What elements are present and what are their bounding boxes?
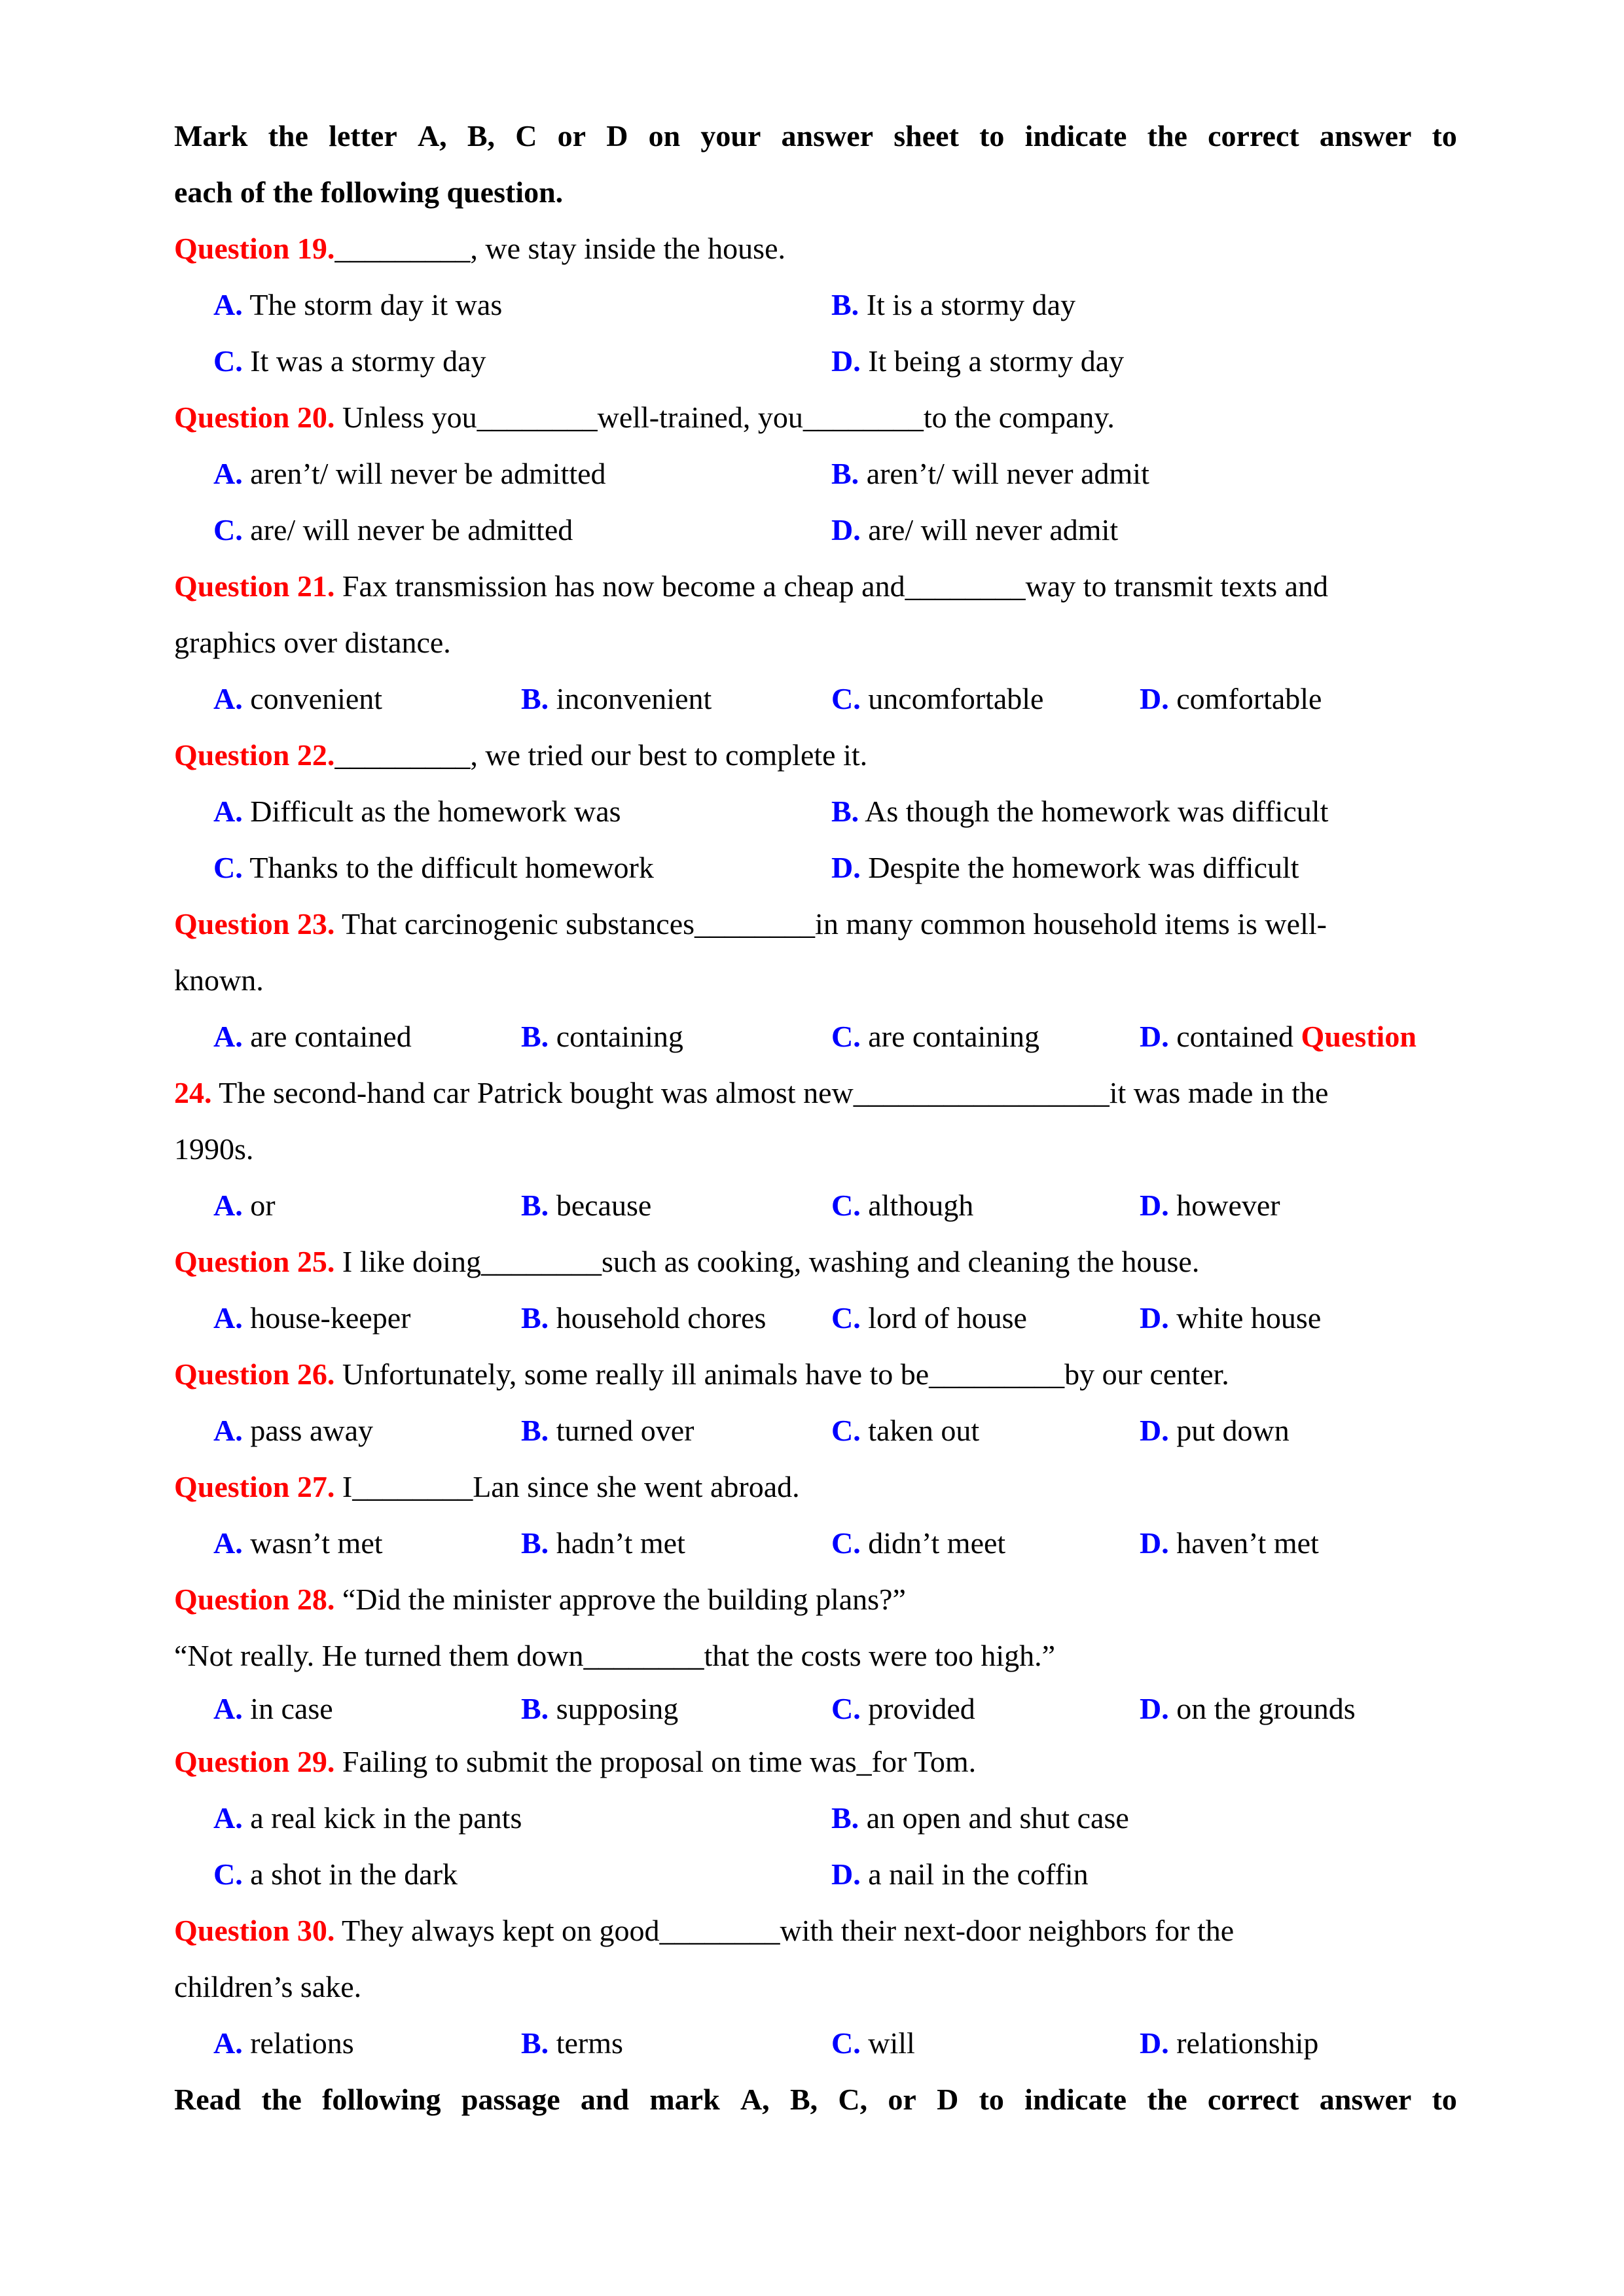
option-c xyxy=(831,2015,915,2072)
option-letter: B. xyxy=(831,795,859,828)
option-letter: D. xyxy=(1140,1189,1169,1222)
option-letter: A. xyxy=(213,2026,243,2060)
instruction-word: answer xyxy=(1319,119,1412,152)
option-d xyxy=(831,502,1118,558)
option-a xyxy=(213,1009,412,1065)
option-text: contained xyxy=(1176,1020,1294,1053)
text-line xyxy=(174,671,1457,727)
question-text: “Not really. He turned them down________that the costs were too high.” xyxy=(174,1639,1056,1672)
text-line xyxy=(174,446,1457,502)
option-letter: B. xyxy=(521,1189,549,1222)
question-label: Question 28. xyxy=(174,1583,335,1616)
option-text: aren’t/ will never admit xyxy=(866,457,1149,490)
instruction-word: C, xyxy=(838,2083,868,2116)
instruction-word: to xyxy=(1432,119,1457,152)
option-text: aren’t/ will never be admitted xyxy=(250,457,606,490)
option-b xyxy=(521,1684,678,1734)
option-c xyxy=(213,1846,458,1903)
option-a xyxy=(213,1403,373,1459)
option-text: The storm day it was xyxy=(249,288,503,321)
option-letter: B. xyxy=(831,1801,859,1835)
option-text: relations xyxy=(250,2026,354,2060)
option-letter: B. xyxy=(521,1692,549,1725)
option-letter: C. xyxy=(831,682,861,715)
option-letter: A. xyxy=(213,795,243,828)
instruction-word: A, xyxy=(740,2083,770,2116)
question-label: Question 21. xyxy=(174,569,335,603)
instruction-word: the xyxy=(261,2083,302,2116)
option-b xyxy=(521,671,712,727)
option-d xyxy=(1140,2015,1318,2072)
option-text: terms xyxy=(556,2026,623,2060)
option-text: a nail in the coffin xyxy=(868,1857,1089,1891)
option-text: or xyxy=(250,1189,276,1222)
question-label: Question 29. xyxy=(174,1745,335,1778)
option-letter: B. xyxy=(521,682,549,715)
text-line xyxy=(174,1177,1457,1234)
text-line xyxy=(174,727,1457,783)
text-line xyxy=(174,615,1457,671)
text-line xyxy=(174,108,1457,164)
option-letter: B. xyxy=(521,1526,549,1560)
option-text: inconvenient xyxy=(556,682,712,715)
instruction-word: Read xyxy=(174,2083,242,2116)
option-c xyxy=(831,671,1043,727)
option-letter: B. xyxy=(521,1414,549,1447)
instruction-word: letter xyxy=(329,119,397,152)
option-letter: C. xyxy=(831,1020,861,1053)
option-text: taken out xyxy=(868,1414,980,1447)
option-text: Difficult as the homework was xyxy=(250,795,621,828)
option-text: It was a stormy day xyxy=(250,344,486,378)
text-line xyxy=(174,1009,1457,1065)
text-line xyxy=(174,840,1457,896)
option-text: however xyxy=(1176,1189,1280,1222)
option-letter: C. xyxy=(213,513,243,547)
option-letter: C. xyxy=(213,1857,243,1891)
text-line xyxy=(174,389,1457,446)
option-text: house-keeper xyxy=(250,1301,411,1335)
option-letter: A. xyxy=(213,1414,243,1447)
option-text: comfortable xyxy=(1176,682,1322,715)
option-b xyxy=(521,1515,685,1571)
option-text: put down xyxy=(1176,1414,1290,1447)
option-text: are contained xyxy=(250,1020,412,1053)
text-line xyxy=(174,1346,1457,1403)
text-line xyxy=(174,1515,1457,1571)
option-letter: D. xyxy=(1140,1301,1169,1335)
instruction-word: the xyxy=(268,119,308,152)
question-label: Question 25. xyxy=(174,1245,335,1278)
option-c xyxy=(831,1515,1005,1571)
option-d xyxy=(1140,1684,1356,1734)
question-text: 1990s. xyxy=(174,1132,254,1166)
option-b xyxy=(831,1790,1129,1846)
text-line xyxy=(174,1403,1457,1459)
instruction-word: or xyxy=(557,119,586,152)
option-letter: A. xyxy=(213,1692,243,1725)
option-text: in case xyxy=(250,1692,333,1725)
question-text: graphics over distance. xyxy=(174,626,451,659)
option-letter: D. xyxy=(831,344,861,378)
option-text: lord of house xyxy=(868,1301,1027,1335)
option-a xyxy=(213,2015,354,2072)
option-text: are/ will never admit xyxy=(868,513,1119,547)
instruction-word: or xyxy=(888,2083,916,2116)
instruction-word: indicate xyxy=(1024,2083,1127,2116)
text-line xyxy=(174,1684,1457,1734)
option-a xyxy=(213,446,606,502)
instruction-word: the xyxy=(1147,2083,1187,2116)
option-text: As though the homework was difficult xyxy=(865,795,1329,828)
option-letter: A. xyxy=(213,1189,243,1222)
instruction-word: C xyxy=(515,119,537,152)
instruction-word: your xyxy=(700,119,761,152)
option-a xyxy=(213,1177,276,1234)
instruction-text: each of the following question. xyxy=(174,175,564,209)
instruction-word: D xyxy=(937,2083,959,2116)
option-letter: A. xyxy=(213,1801,243,1835)
question-text: children’s sake. xyxy=(174,1970,362,2003)
option-letter: A. xyxy=(213,682,243,715)
option-a xyxy=(213,1290,410,1346)
instruction-word: following xyxy=(322,2083,441,2116)
option-letter: C. xyxy=(831,1526,861,1560)
option-letter: A. xyxy=(213,1526,243,1560)
option-text: supposing xyxy=(556,1692,679,1725)
option-text: an open and shut case xyxy=(866,1801,1129,1835)
question-text: Unfortunately, some really ill animals have to be_________by our center. xyxy=(334,1357,1229,1391)
option-text: relationship xyxy=(1176,2026,1319,2060)
option-c xyxy=(831,1009,1039,1065)
option-text: Despite the homework was difficult xyxy=(868,851,1299,884)
option-d xyxy=(831,1846,1089,1903)
option-text: although xyxy=(868,1189,974,1222)
instruction-word: mark xyxy=(649,2083,720,2116)
option-c xyxy=(213,502,573,558)
option-letter: D. xyxy=(831,513,861,547)
instruction-word: B, xyxy=(789,2083,818,2116)
text-line xyxy=(174,1628,1457,1684)
option-letter: A. xyxy=(213,1020,243,1053)
option-text: pass away xyxy=(250,1414,374,1447)
option-letter: C. xyxy=(831,1189,861,1222)
instruction-word: to xyxy=(1432,2083,1457,2116)
option-letter: C. xyxy=(831,1414,861,1447)
option-c xyxy=(831,1684,975,1734)
option-d xyxy=(1140,1290,1321,1346)
option-letter: C. xyxy=(831,1301,861,1335)
text-line xyxy=(174,783,1457,840)
text-line xyxy=(174,1790,1457,1846)
text-line xyxy=(174,558,1457,615)
option-letter: C. xyxy=(213,851,243,884)
text-line xyxy=(174,896,1457,952)
question-label: Question xyxy=(1301,1020,1416,1053)
option-a xyxy=(213,783,621,840)
option-b xyxy=(521,1290,766,1346)
question-text: Unless you________well-trained, you________to the company. xyxy=(334,401,1115,434)
text-line xyxy=(174,952,1457,1009)
question-text: They always kept on good________with their next-door neighbors for the xyxy=(334,1914,1235,1947)
instruction-word: on xyxy=(648,119,681,152)
option-text: hadn’t met xyxy=(556,1526,685,1560)
option-letter: A. xyxy=(213,457,243,490)
question-label: Question 26. xyxy=(174,1357,335,1391)
instruction-word: D xyxy=(606,119,628,152)
option-text: haven’t met xyxy=(1176,1526,1319,1560)
option-c xyxy=(831,1403,979,1459)
question-text: Failing to submit the proposal on time was_for Tom. xyxy=(334,1745,977,1778)
option-text: It being a stormy day xyxy=(868,344,1125,378)
option-text: a shot in the dark xyxy=(250,1857,458,1891)
option-letter: B. xyxy=(521,1301,549,1335)
text-line xyxy=(174,1734,1457,1790)
question-text: That carcinogenic substances________in many common household items is well- xyxy=(334,907,1327,941)
option-letter: D. xyxy=(1140,682,1169,715)
option-d xyxy=(1140,1403,1290,1459)
option-b xyxy=(521,2015,623,2072)
question-text: known. xyxy=(174,963,264,997)
question-text: I________Lan since she went abroad. xyxy=(334,1470,800,1503)
instruction-word: answer xyxy=(781,119,874,152)
option-letter: D. xyxy=(1140,1692,1169,1725)
instruction-word: sheet xyxy=(893,119,959,152)
option-text: are containing xyxy=(868,1020,1040,1053)
question-text: _________, we stay inside the house. xyxy=(334,232,786,265)
option-d xyxy=(831,333,1124,389)
question-label: Question 27. xyxy=(174,1470,335,1503)
option-a xyxy=(213,671,382,727)
text-line xyxy=(174,277,1457,333)
option-letter: C. xyxy=(213,344,243,378)
option-c xyxy=(831,1290,1027,1346)
instruction-word: B, xyxy=(467,119,496,152)
option-letter: D. xyxy=(831,851,861,884)
question-label: Question 19. xyxy=(174,232,335,265)
option-letter: B. xyxy=(831,288,859,321)
question-text: Fax transmission has now become a cheap and________way to transmit texts and xyxy=(334,569,1329,603)
instruction-word: indicate xyxy=(1024,119,1127,152)
option-letter: C. xyxy=(831,1692,861,1725)
option-text: It is a stormy day xyxy=(866,288,1076,321)
question-label: Question 30. xyxy=(174,1914,335,1947)
option-text: on the grounds xyxy=(1176,1692,1356,1725)
option-a xyxy=(213,277,502,333)
question-text: I like doing________such as cooking, washing and cleaning the house. xyxy=(334,1245,1200,1278)
instruction-word: A, xyxy=(417,119,447,152)
option-b xyxy=(831,446,1149,502)
option-text: didn’t meet xyxy=(868,1526,1006,1560)
option-letter: D. xyxy=(1140,1526,1169,1560)
question-text: “Did the minister approve the building plans?” xyxy=(334,1583,906,1616)
text-line xyxy=(174,2072,1457,2128)
instruction-word: Mark xyxy=(174,119,248,152)
option-letter: A. xyxy=(213,288,243,321)
text-line xyxy=(174,333,1457,389)
text-line xyxy=(174,1903,1457,1959)
text-line xyxy=(174,221,1457,277)
text-line xyxy=(174,1234,1457,1290)
instruction-word: passage xyxy=(461,2083,560,2116)
option-b xyxy=(831,277,1075,333)
instruction-word: correct xyxy=(1207,2083,1299,2116)
instruction-word: answer xyxy=(1319,2083,1412,2116)
option-b xyxy=(521,1177,651,1234)
option-letter: C. xyxy=(831,2026,861,2060)
option-b xyxy=(521,1403,694,1459)
question-label: 24. xyxy=(174,1076,212,1109)
option-text: household chores xyxy=(556,1301,767,1335)
question-text: _________, we tried our best to complete it. xyxy=(334,738,868,772)
option-a xyxy=(213,1515,383,1571)
option-letter: B. xyxy=(831,457,859,490)
option-text: provided xyxy=(868,1692,975,1725)
option-letter: D. xyxy=(831,1857,861,1891)
instruction-word: correct xyxy=(1208,119,1299,152)
option-c xyxy=(213,333,486,389)
option-text: because xyxy=(556,1189,652,1222)
option-text: are/ will never be admitted xyxy=(250,513,573,547)
text-line xyxy=(174,1121,1457,1177)
worksheet xyxy=(174,108,1457,2128)
instruction-word: the xyxy=(1147,119,1187,152)
option-c xyxy=(831,1177,973,1234)
option-text: containing xyxy=(556,1020,683,1053)
option-text: wasn’t met xyxy=(250,1526,383,1560)
option-a xyxy=(213,1790,522,1846)
text-line xyxy=(174,1846,1457,1903)
instruction-word: to xyxy=(979,2083,1004,2116)
text-line xyxy=(174,1459,1457,1515)
text-line xyxy=(174,502,1457,558)
option-c xyxy=(213,840,654,896)
option-text: uncomfortable xyxy=(868,682,1044,715)
option-text: convenient xyxy=(250,682,383,715)
instruction-word: to xyxy=(979,119,1005,152)
option-d xyxy=(1140,1009,1416,1065)
text-line xyxy=(174,164,1457,221)
option-letter: D. xyxy=(1140,1414,1169,1447)
option-letter: D. xyxy=(1140,1020,1169,1053)
question-text: The second-hand car Patrick bought was almost new_________________it was made in the xyxy=(211,1076,1329,1109)
option-letter: A. xyxy=(213,1301,243,1335)
option-text: a real kick in the pants xyxy=(250,1801,522,1835)
option-d xyxy=(1140,671,1322,727)
question-label: Question 20. xyxy=(174,401,335,434)
option-text: will xyxy=(868,2026,915,2060)
option-letter: D. xyxy=(1140,2026,1169,2060)
option-d xyxy=(1140,1177,1280,1234)
option-text: turned over xyxy=(556,1414,695,1447)
option-text: Thanks to the difficult homework xyxy=(249,851,654,884)
text-line xyxy=(174,1571,1457,1628)
question-label: Question 22. xyxy=(174,738,335,772)
text-line xyxy=(174,1290,1457,1346)
option-letter: B. xyxy=(521,1020,549,1053)
text-line xyxy=(174,1959,1457,2015)
text-line xyxy=(174,2015,1457,2072)
option-d xyxy=(1140,1515,1319,1571)
instruction-word: and xyxy=(580,2083,630,2116)
text-line xyxy=(174,1065,1457,1121)
option-text: white house xyxy=(1176,1301,1322,1335)
option-b xyxy=(831,783,1328,840)
option-d xyxy=(831,840,1299,896)
option-b xyxy=(521,1009,683,1065)
option-letter: B. xyxy=(521,2026,549,2060)
option-a xyxy=(213,1684,333,1734)
question-label: Question 23. xyxy=(174,907,335,941)
